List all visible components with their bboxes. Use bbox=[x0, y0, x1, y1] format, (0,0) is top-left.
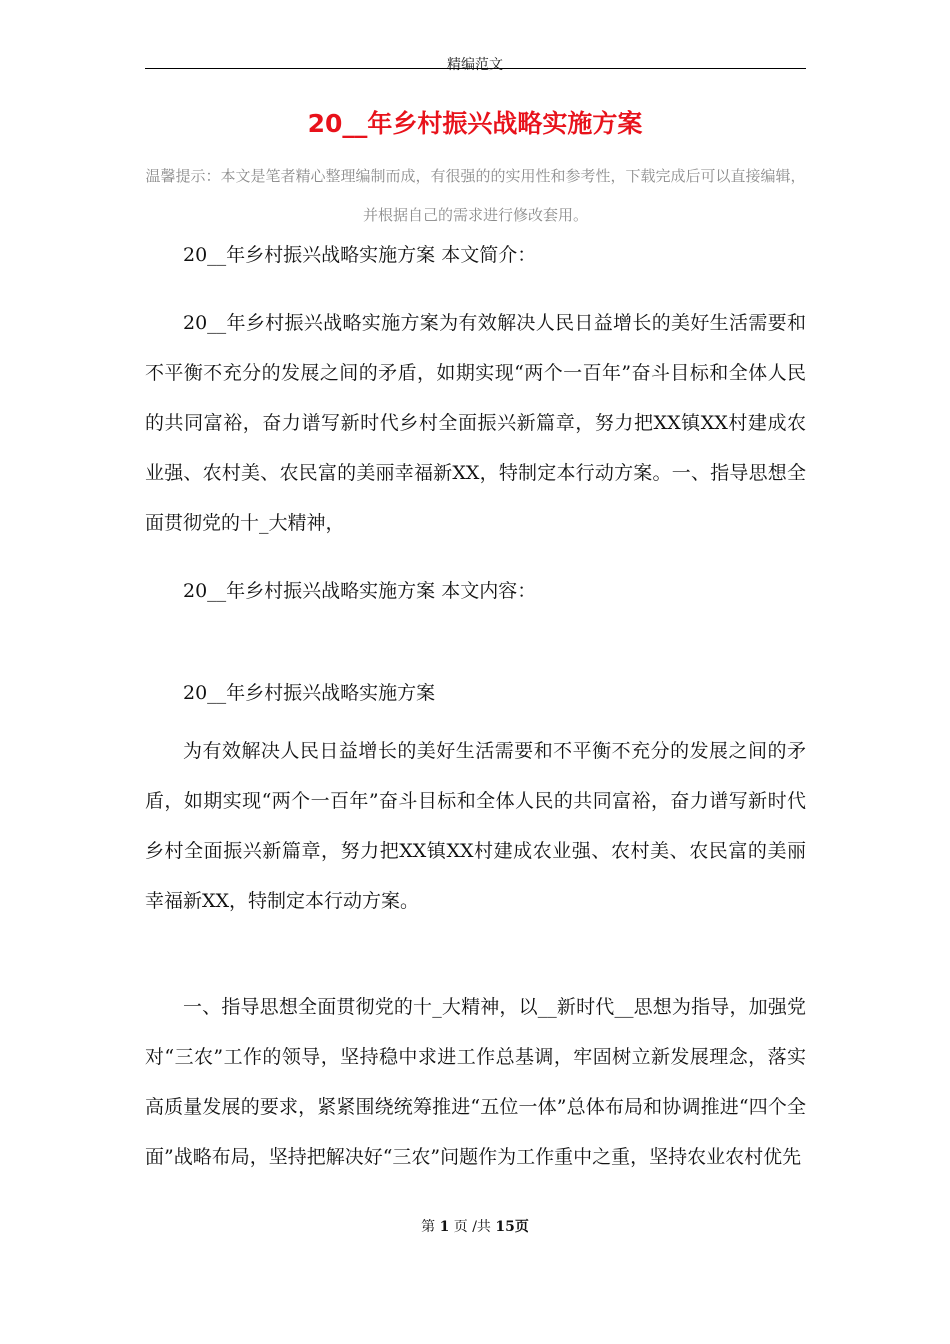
document-body bbox=[145, 230, 806, 1182]
intro-paragraph: 20__年乡村振兴战略实施方案为有效解决人民日益增长的美好生活需要和不平衡不充分的发展之间的矛盾，如期实现“两个一百年”奋斗目标和全体人民的共同富裕，奋力谱写新时代乡村全面振兴新篇章，努力把XX镇XX村建成农业强、农村美、农民富的美丽幸福新XX，特制定本行动方案。一、指导思想全面贯彻党的十_大精神， bbox=[145, 312, 806, 534]
tip-text: 温馨提示：本文是笔者精心整理编制而成，有很强的的实用性和参考性，下载完成后可以直接编辑，并根据自己的需求进行修改套用。 bbox=[145, 167, 806, 224]
footer-middle: 页 /共 bbox=[453, 1219, 491, 1235]
running-header: 精编范文 bbox=[447, 57, 503, 73]
content-heading: 20__年乡村振兴战略实施方案 本文内容： bbox=[183, 580, 537, 602]
footer-prefix: 第 bbox=[421, 1219, 436, 1235]
intro-heading: 20__年乡村振兴战略实施方案 本文简介： bbox=[183, 244, 537, 266]
page-footer bbox=[0, 1216, 950, 1236]
document-title: 20__年乡村振兴战略实施方案 bbox=[307, 109, 643, 138]
section-title: 20__年乡村振兴战略实施方案 bbox=[183, 682, 436, 704]
body-paragraph-2: 一、指导思想全面贯彻党的十_大精神，以__新时代__思想为指导，加强党对“三农”工作的领导，坚持稳中求进工作总基调，牢固树立新发展理念，落实高质量发展的要求，紧紧围绕统筹推进“五位一体”总体布局和协调推进“四个全面”战略布局，坚持把解决好“三农”问题作为工作重中之重，坚持农业农村优先 bbox=[145, 996, 806, 1168]
header-divider bbox=[145, 68, 806, 69]
footer-total-pages: 15页 bbox=[495, 1219, 529, 1235]
body-paragraph-1: 为有效解决人民日益增长的美好生活需要和不平衡不充分的发展之间的矛盾，如期实现“两个一百年”奋斗目标和全体人民的共同富裕，奋力谱写新时代乡村全面振兴新篇章，努力把XX镇XX村建成农业强、农村美、农民富的美丽幸福新XX，特制定本行动方案。 bbox=[145, 740, 806, 912]
footer-page-number: 1 bbox=[439, 1219, 450, 1235]
